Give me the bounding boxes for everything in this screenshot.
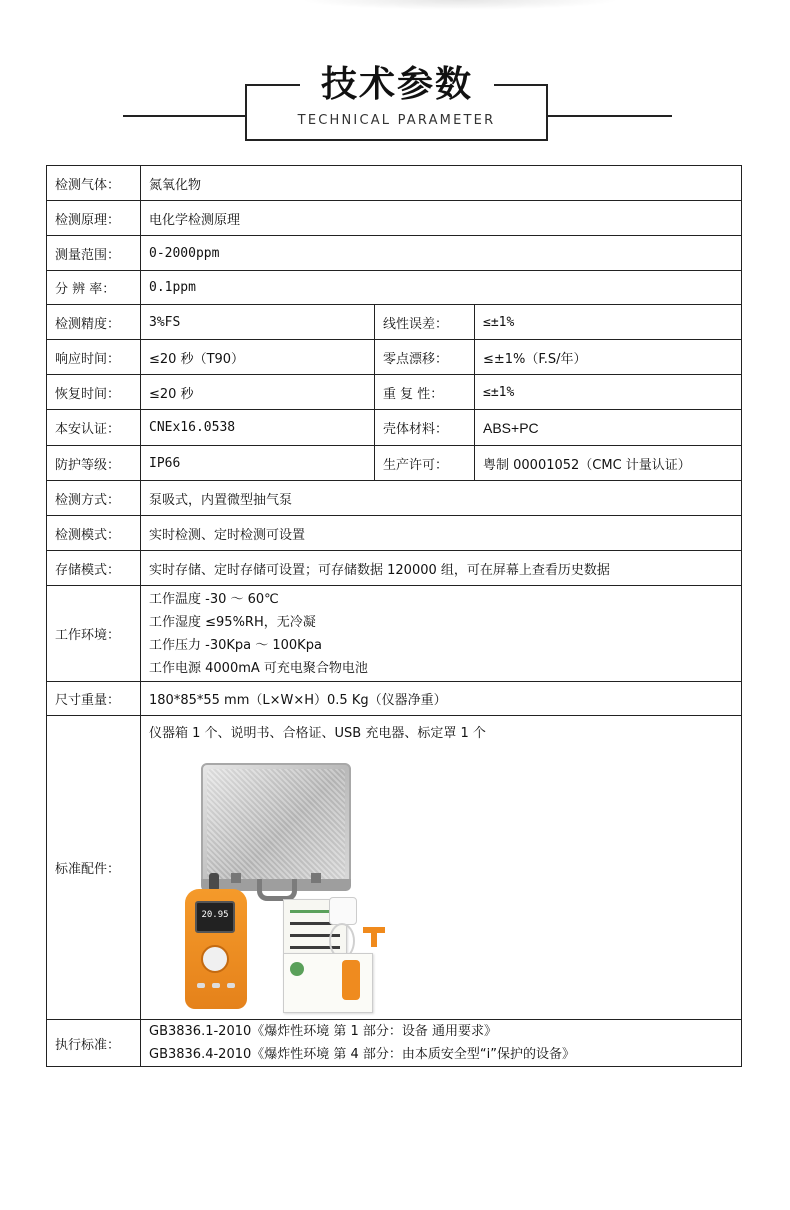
- case-lock: [311, 873, 321, 883]
- spec-value: 实时检测、定时检测可设置: [141, 516, 742, 551]
- accessories-text: 仪器箱 1 个、说明书、合格证、USB 充电器、标定罩 1 个: [149, 726, 486, 741]
- spec-label: 检测模式：: [47, 516, 141, 551]
- spec-label: 壳体材料：: [375, 410, 475, 446]
- spec-label: 零点漂移：: [375, 340, 475, 375]
- instrument-case: [201, 763, 351, 885]
- environment-line: 工作湿度 ≤95%RH，无冷凝: [149, 614, 316, 630]
- table-row: [47, 716, 742, 1020]
- spec-value: ABS+PC: [475, 410, 742, 446]
- spec-label: 存储模式：: [47, 551, 141, 586]
- gas-detector-device: [185, 889, 247, 1009]
- standard-line: GB3836.4-2010《爆炸性环境 第 4 部分：由本质安全型“i”保护的设备》: [149, 1047, 576, 1062]
- spec-label: 重 复 性：: [375, 375, 475, 410]
- spec-label: 恢复时间：: [47, 375, 141, 410]
- table-row: [47, 516, 742, 551]
- table-row: [47, 586, 742, 682]
- header-frame-top-right: [488, 84, 548, 86]
- table-row: [47, 201, 742, 236]
- spec-label: 本安认证：: [47, 410, 141, 446]
- table-row: [47, 1020, 742, 1067]
- device-screen-reading: 20.95: [201, 910, 229, 920]
- header-rule-right: [548, 115, 672, 117]
- spec-label: 检测方式：: [47, 481, 141, 516]
- spec-value: ≤20 秒（T90）: [141, 340, 375, 375]
- spec-label: 生产许可：: [375, 446, 475, 481]
- table-row: [47, 340, 742, 375]
- spec-label: 线性误差：: [375, 305, 475, 340]
- case-lock: [231, 873, 241, 883]
- spec-value-accessories: [141, 716, 742, 1020]
- spec-label: 检测原理：: [47, 201, 141, 236]
- spec-value: ≤±1%: [475, 305, 742, 340]
- spec-label: 标准配件：: [47, 716, 141, 1020]
- spec-label: 执行标准：: [47, 1020, 141, 1067]
- standard-line: GB3836.1-2010《爆炸性环境 第 1 部分：设备 通用要求》: [149, 1024, 498, 1039]
- user-manual: [283, 953, 373, 1013]
- spec-label: 检测气体：: [47, 166, 141, 201]
- spec-label: 防护等级：: [47, 446, 141, 481]
- spec-value: 泵吸式，内置微型抽气泵: [141, 481, 742, 516]
- environment-line: 工作压力 -30Kpa ～ 100Kpa: [149, 637, 322, 653]
- spec-value: 氮氧化物: [141, 166, 742, 201]
- table-row: [47, 271, 742, 305]
- spec-value: ≤±1%（F.S/年）: [475, 340, 742, 375]
- usb-charger: [329, 897, 357, 925]
- table-row: [47, 305, 742, 340]
- spec-value: 电化学检测原理: [141, 201, 742, 236]
- top-shadow: [300, 0, 620, 10]
- device-screen: [195, 901, 235, 933]
- environment-line: 工作电源 4000mA 可充电聚合物电池: [149, 660, 368, 676]
- table-row: [47, 410, 742, 446]
- spec-value: 0.1ppm: [141, 271, 742, 305]
- device-keypad: [201, 945, 229, 973]
- spec-value: 0-2000ppm: [141, 236, 742, 271]
- table-row: [47, 166, 742, 201]
- spec-value: CNEx16.0538: [141, 410, 375, 446]
- spec-value: 粤制 00001052（CMC 计量认证）: [475, 446, 742, 481]
- spec-value: ≤±1%: [475, 375, 742, 410]
- header-frame-top-left: [245, 84, 305, 86]
- case-handle: [257, 879, 297, 901]
- table-row: [47, 446, 742, 481]
- spec-label: 尺寸重量：: [47, 682, 141, 716]
- table-row: [47, 682, 742, 716]
- spec-label: 工作环境：: [47, 586, 141, 682]
- spec-value: 3%FS: [141, 305, 375, 340]
- spec-table: [46, 165, 742, 1067]
- spec-label: 响应时间：: [47, 340, 141, 375]
- spec-value: 实时存储、定时存储可设置；可存储数据 120000 组，可在屏幕上查看历史数据: [141, 551, 742, 586]
- spec-label: 测量范围：: [47, 236, 141, 271]
- table-row: [47, 551, 742, 586]
- spec-value-environment: [141, 586, 742, 682]
- spec-value: 180*85*55 mm（L×W×H）0.5 Kg（仪器净重）: [141, 682, 742, 716]
- spec-label: 分 辨 率：: [47, 271, 141, 305]
- spec-label: 检测精度：: [47, 305, 141, 340]
- table-row: [47, 481, 742, 516]
- table-row: [47, 375, 742, 410]
- calibration-cap-stem: [371, 927, 377, 947]
- header-rule-left: [123, 115, 246, 117]
- environment-line: 工作温度 -30 ～ 60℃: [149, 591, 279, 607]
- spec-value-standards: [141, 1020, 742, 1067]
- spec-value: ≤20 秒: [141, 375, 375, 410]
- accessories-photo: [171, 747, 521, 1009]
- spec-value: IP66: [141, 446, 375, 481]
- table-row: [47, 236, 742, 271]
- page-subtitle: TECHNICAL PARAMETER: [297, 113, 496, 128]
- page-title: 技术参数: [300, 56, 494, 107]
